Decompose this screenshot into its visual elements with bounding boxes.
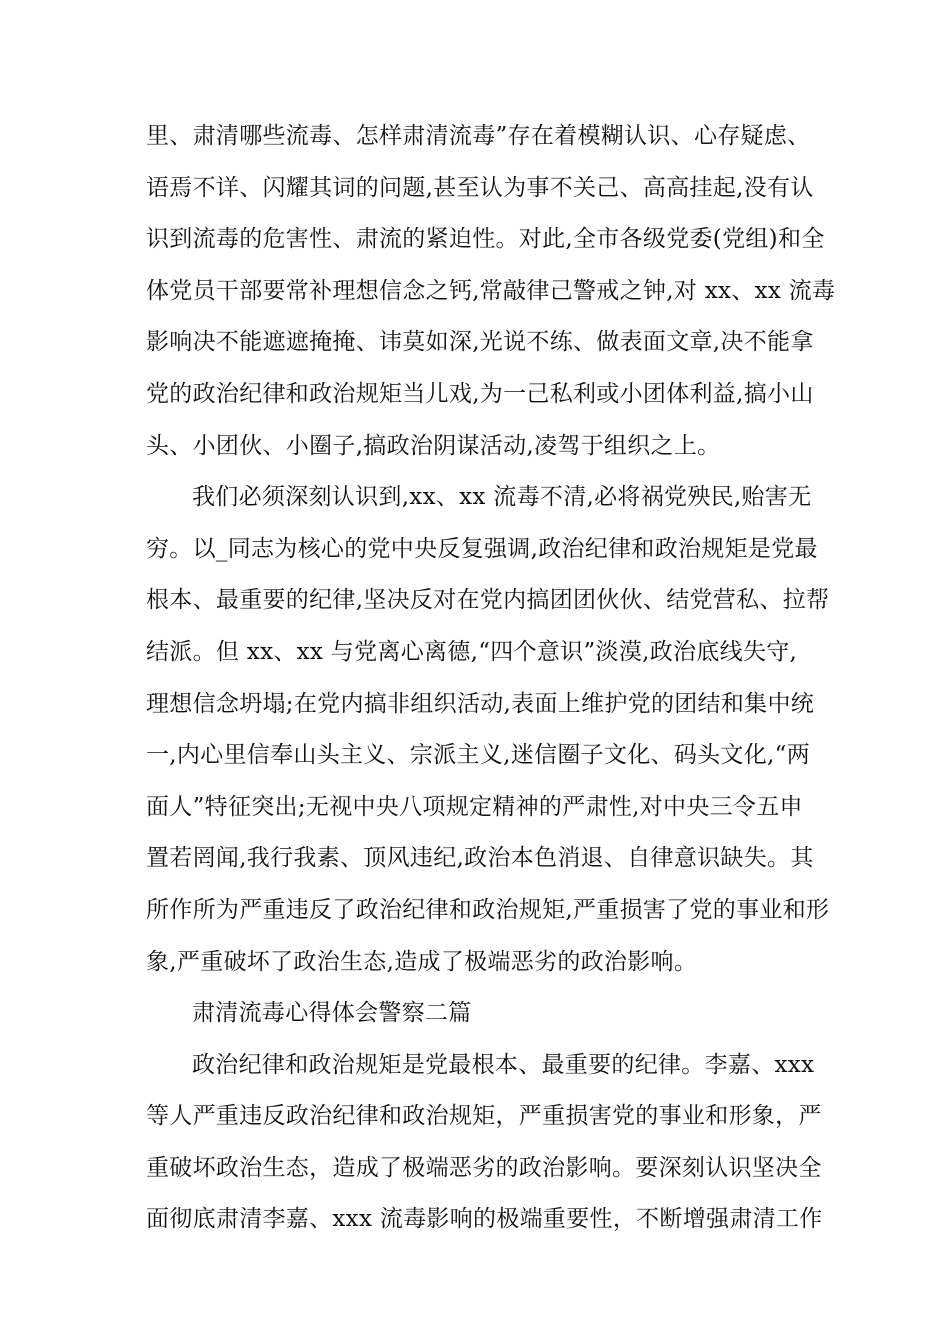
text-line: 头、小团伙、小圈子,搞政治阴谋活动,凌驾于组织之上。 bbox=[146, 432, 721, 459]
text-line: 里、肃清哪些流毒、怎样肃清流毒”存在着模糊认识、心存疑虑、 bbox=[146, 123, 811, 149]
text-line: 一,内心里信奉山头主义、宗派主义,迷信圈子文化、码头文化,“两 bbox=[146, 742, 810, 769]
text-line: 识到流毒的危害性、肃流的紧迫性。对此,全市各级党委(党组)和全 bbox=[146, 226, 825, 253]
text-line: 语焉不详、闪耀其词的问题,甚至认为事不关己、高高挂起,没有认 bbox=[146, 174, 814, 201]
paragraph-2 bbox=[146, 472, 830, 988]
paragraph-3 bbox=[146, 1040, 823, 1246]
document-body bbox=[146, 111, 836, 1246]
text-line: 面彻底肃清李嘉、xxx 流毒影响的极端重要性，不断增强肃清工作 bbox=[146, 1206, 823, 1233]
section-heading: 肃清流毒心得体会警察二篇 bbox=[192, 1000, 472, 1027]
text-line: 象,严重破坏了政治生态,造成了极端恶劣的政治影响。 bbox=[146, 948, 698, 975]
text-line: 重破坏政治生态，造成了极端恶劣的政治影响。要深刻认识坚决全 bbox=[146, 1154, 822, 1181]
text-line: 我们必须深刻认识到,xx、xx 流毒不清,必将祸党殃民,贻害无 bbox=[192, 484, 812, 511]
text-line: 体党员干部要常补理想信念之钙,常敲律己警戒之钟,对 xx、xx 流毒 bbox=[146, 277, 836, 304]
text-line: 穷。以_同志为核心的党中央反复强调,政治纪律和政治规矩是党最 bbox=[146, 535, 818, 562]
text-line: 政治纪律和政治规矩是党最根本、最重要的纪律。李嘉、xxx bbox=[192, 1051, 815, 1078]
text-line: 面人”特征突出;无视中央八项规定精神的严肃性,对中央三令五申 bbox=[146, 793, 803, 820]
text-line: 理想信念坍塌;在党内搞非组织活动,表面上维护党的团结和集中统 bbox=[146, 690, 815, 717]
paragraph-1 bbox=[146, 111, 836, 472]
text-line: 根本、最重要的纪律,坚决反对在党内搞团团伙伙、结党营私、拉帮 bbox=[146, 587, 830, 614]
text-line: 等人严重违反政治纪律和政治规矩，严重损害党的事业和形象，严 bbox=[146, 1103, 822, 1130]
text-line: 党的政治纪律和政治规矩当儿戏,为一己私利或小团体利益,搞小山 bbox=[146, 380, 814, 407]
text-line: 结派。但 xx、xx 与党离心离德,“四个意识”淡漠,政治底线失守, bbox=[146, 638, 798, 665]
text-line: 影响决不能遮遮掩掩、讳莫如深,光说不练、做表面文章,决不能拿 bbox=[146, 329, 814, 356]
text-line: 置若罔闻,我行我素、顶风违纪,政治本色消退、自律意识缺失。其 bbox=[146, 845, 814, 872]
text-line: 所作所为严重违反了政治纪律和政治规矩,严重损害了党的事业和形 bbox=[146, 896, 830, 923]
